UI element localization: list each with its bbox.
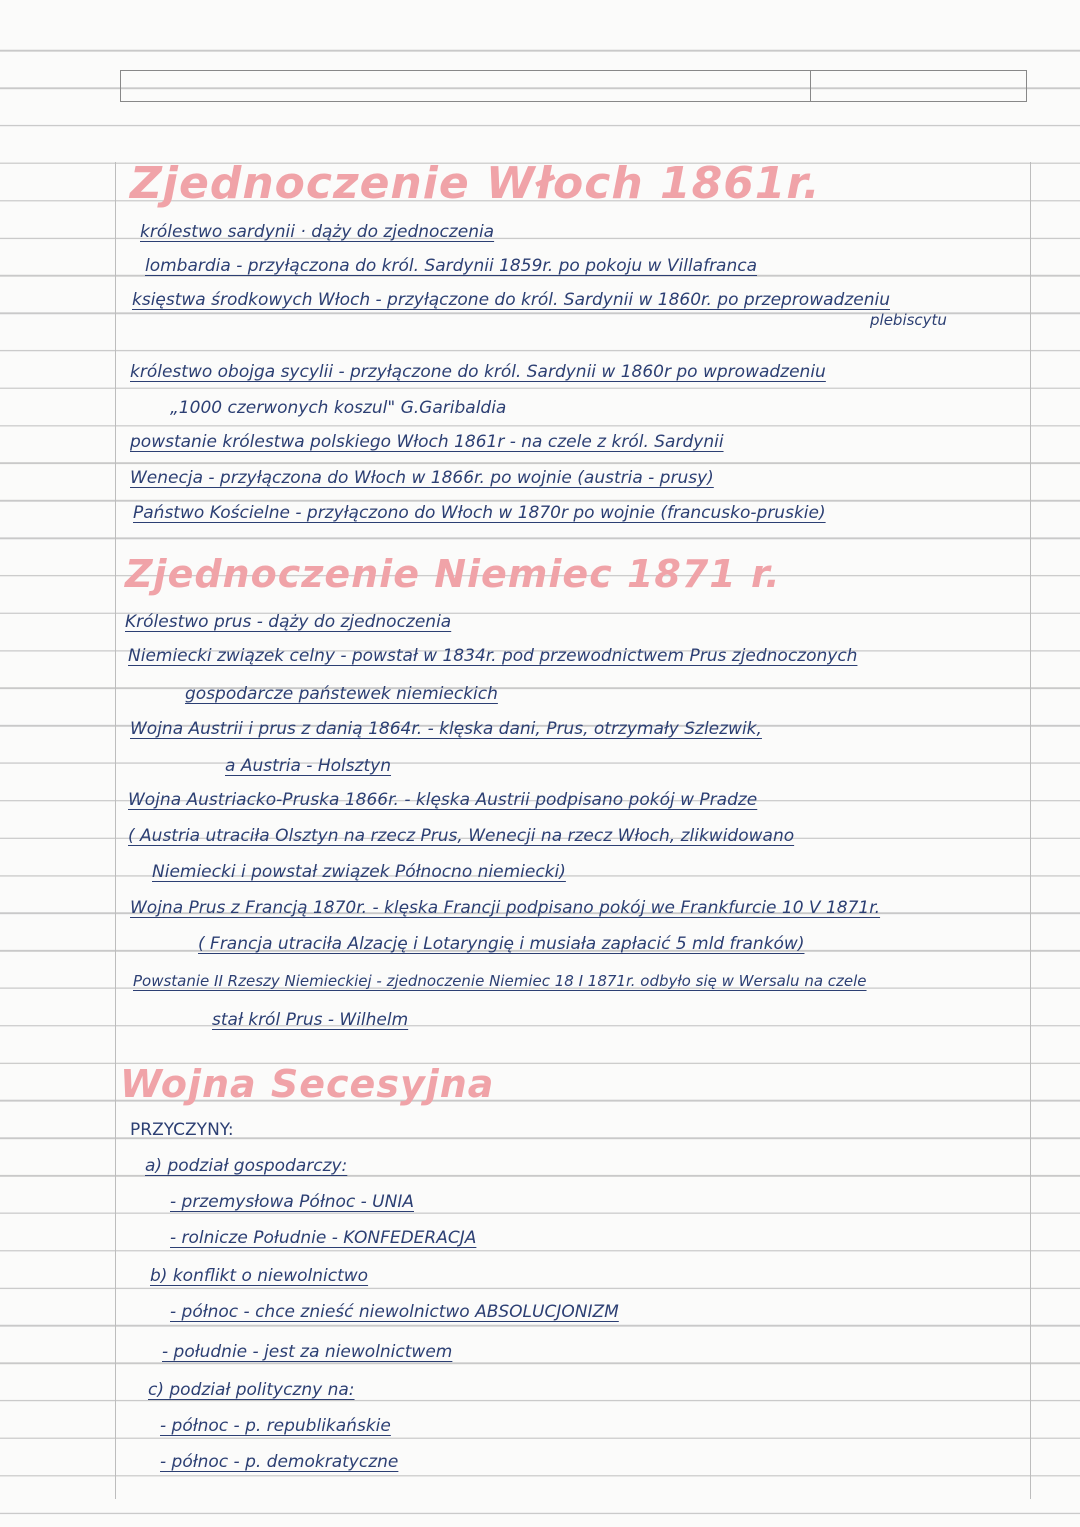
heading-italy: Zjednoczenie Włoch 1861r.	[130, 158, 821, 209]
war-line-10: - północ - p. demokratyczne	[160, 1452, 399, 1472]
heading-germany: Zjednoczenie Niemiec 1871 r.	[125, 552, 781, 596]
war-line-2: a) podział gospodarczy:	[145, 1156, 348, 1176]
italy-line-3: księstwa środkowych Włoch - przyłączone do król. Sardynii w 1860r. po przeprowadzeniu	[132, 290, 890, 310]
war-line-6: - północ - chce znieść niewolnictwo ABSOLUCJONIZM	[170, 1302, 619, 1322]
heading-civil-war: Wojna Secesyjna	[120, 1062, 495, 1106]
germany-line-11: Powstanie II Rzeszy Niemieckiej - zjednoczenie Niemiec 18 I 1871r. odbyło się w Wersalu na czele	[133, 972, 867, 990]
war-line-8: c) podział polityczny na:	[148, 1380, 355, 1400]
header-box-cell	[810, 71, 1026, 101]
germany-line-9: Wojna Prus z Francją 1870r. - klęska Francji podpisano pokój we Frankfurcie 10 V 1871r.	[130, 898, 881, 918]
header-box	[120, 70, 1027, 102]
italy-line-7: powstanie królestwa polskiego Włoch 1861r - na czele z król. Sardynii	[130, 432, 724, 452]
war-line-4: - rolnicze Południe - KONFEDERACJA	[170, 1228, 477, 1248]
germany-line-12: stał król Prus - Wilhelm	[212, 1010, 409, 1030]
germany-line-8: Niemiecki i powstał związek Północno niemiecki)	[152, 862, 566, 882]
germany-line-6: Wojna Austriacko-Pruska 1866r. - klęska Austrii podpisano pokój w Pradze	[128, 790, 758, 810]
war-line-5: b) konflikt o niewolnictwo	[150, 1266, 369, 1286]
italy-line-5: królestwo obojga sycylii - przyłączone do król. Sardynii w 1860r po wprowadzeniu	[130, 362, 826, 382]
italy-line-4: plebiscytu	[870, 311, 947, 329]
war-line-1: PRZYCZYNY:	[130, 1120, 234, 1140]
right-margin-line	[1030, 162, 1031, 1499]
germany-line-4: Wojna Austrii i prus z danią 1864r. - klęska dani, Prus, otrzymały Szlezwik,	[130, 719, 762, 739]
germany-line-7: ( Austria utraciła Olsztyn na rzecz Prus, Wenecji na rzecz Włoch, zlikwidowano	[128, 826, 795, 846]
left-margin-line	[115, 162, 116, 1499]
germany-line-10: ( Francja utraciła Alzację i Lotaryngię i musiała zapłacić 5 mld franków)	[198, 934, 805, 954]
italy-line-1: królestwo sardynii · dąży do zjednoczenia	[140, 222, 495, 242]
germany-line-1: Królestwo prus - dąży do zjednoczenia	[125, 612, 452, 632]
germany-line-5: a Austria - Holsztyn	[225, 756, 392, 776]
italy-line-9: Państwo Kościelne - przyłączono do Włoch w 1870r po wojnie (francusko-pruskie)	[133, 503, 826, 523]
war-line-3: - przemysłowa Północ - UNIA	[170, 1192, 414, 1212]
italy-line-8: Wenecja - przyłączona do Włoch w 1866r. po wojnie (austria - prusy)	[130, 468, 714, 488]
war-line-9: - północ - p. republikańskie	[160, 1416, 391, 1436]
war-line-7: - południe - jest za niewolnictwem	[162, 1342, 453, 1362]
italy-line-6: „1000 czerwonych koszul" G.Garibaldia	[170, 398, 507, 418]
germany-line-3: gospodarcze państewek niemieckich	[185, 684, 498, 704]
germany-line-2: Niemiecki związek celny - powstał w 1834r. pod przewodnictwem Prus zjednoczonych	[128, 646, 858, 666]
italy-line-2: lombardia - przyłączona do król. Sardynii 1859r. po pokoju w Villafranca	[145, 256, 758, 276]
